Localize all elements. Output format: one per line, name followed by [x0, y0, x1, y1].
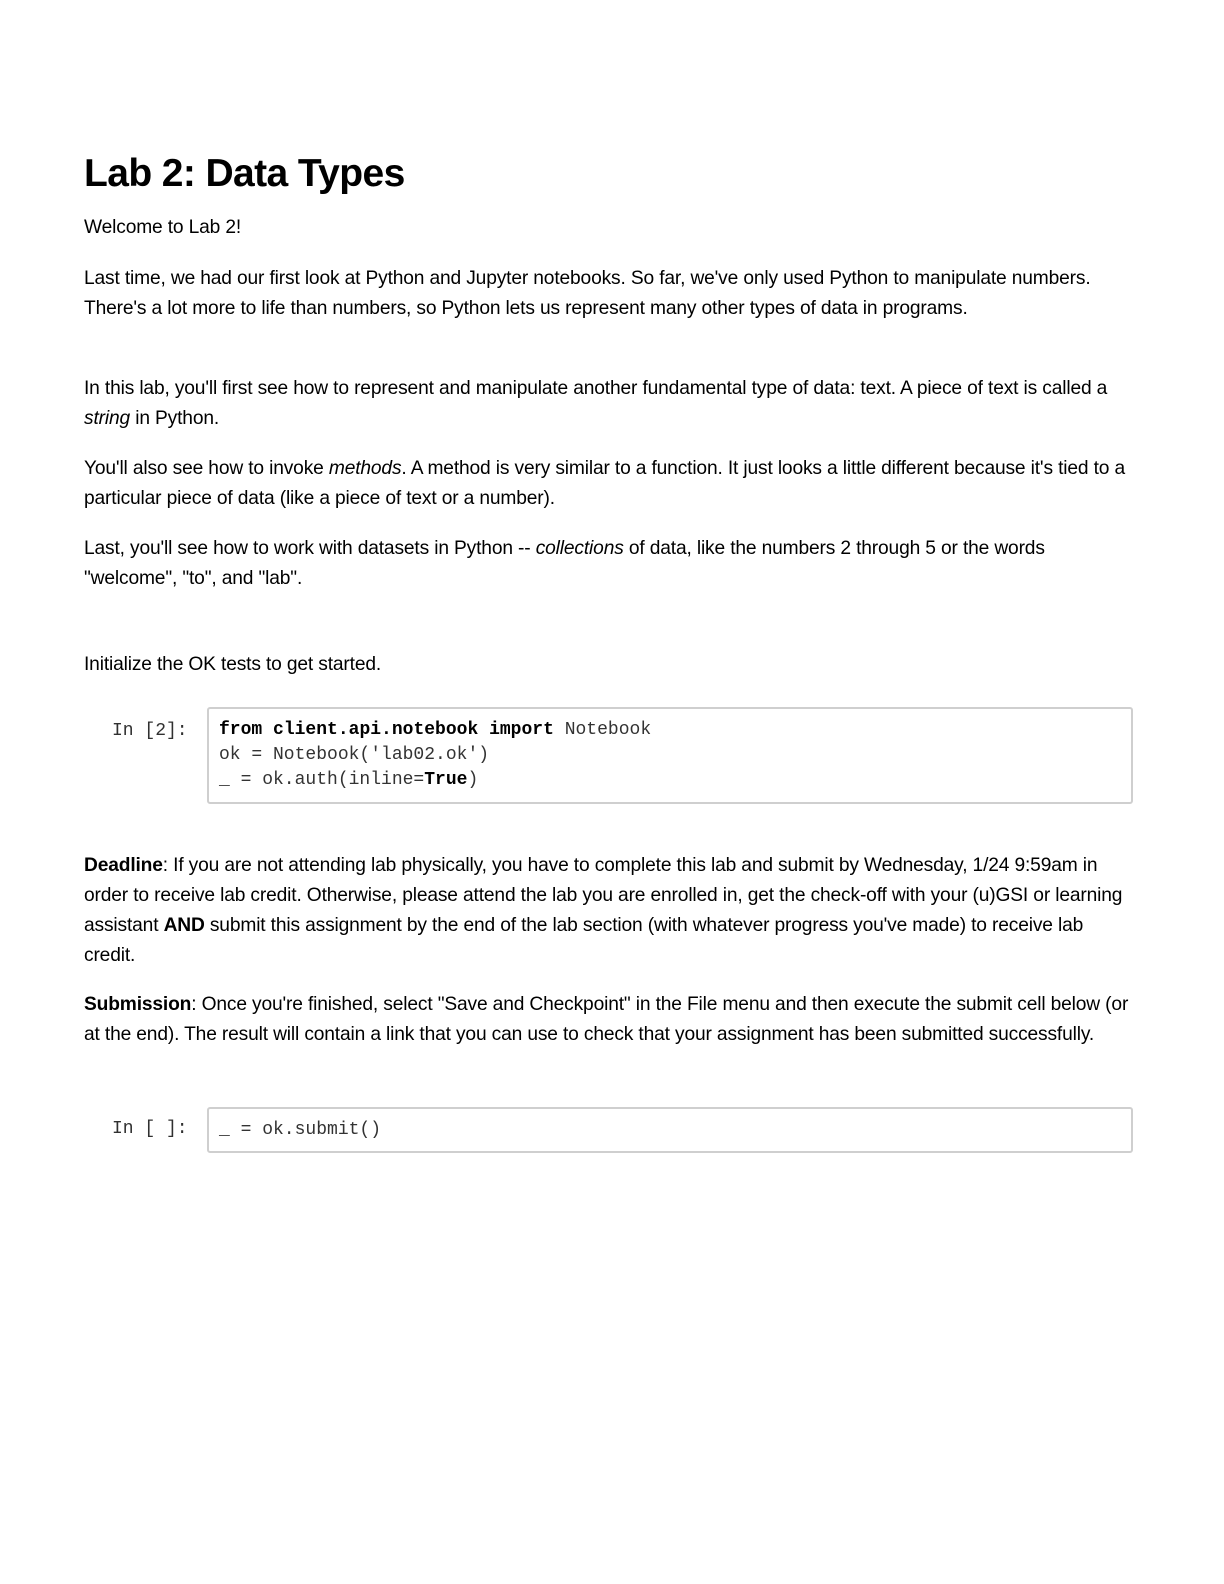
init-instruction: Initialize the OK tests to get started.: [84, 654, 382, 675]
cell-1-editor[interactable]: [207, 707, 1133, 804]
code-line-3-a: _ = ok.auth(inline=: [219, 770, 425, 790]
intro-paragraph-1: Last time, we had our first look at Python and Jupyter notebooks. So far, we've only used Python to manipulate numbers. There's a lot more to life than numbers, so Python lets us represent many other types of data in programs.: [84, 268, 1091, 319]
intro-2-text-b: in Python.: [130, 408, 220, 429]
deadline-paragraph: [84, 851, 1129, 971]
code-line-1: [219, 718, 1121, 743]
keyword-true: True: [424, 770, 468, 790]
intro-paragraph-4: [84, 534, 1129, 594]
intro-paragraph-2: [84, 374, 1129, 434]
module-name: client.api.notebook: [273, 720, 479, 740]
welcome-text: Welcome to Lab 2!: [84, 217, 242, 238]
code-line-3: [219, 768, 1121, 793]
keyword-from: from: [219, 720, 263, 740]
intro-2-emphasis: string: [84, 408, 131, 429]
intro-3-text-a: You'll also see how to invoke: [84, 458, 329, 479]
submission-text: : Once you're finished, select "Save and Checkpoint" in the File menu and then execute the submit cell below (or at the end). The result will contain a link that you can use to check that your assignment has been submitted successfully.: [84, 994, 1129, 1045]
deadline-text-a: : If you are not attending lab physically, you have to complete this lab and submit by Wednesday, 1/24 9:59am in order to receive lab credit. Otherwise, please attend the lab you are enrolled in, get the check-off with your (u)GSI or learning assistant: [84, 855, 1123, 936]
deadline-text-b: submit this assignment by the end of the lab section (with whatever progress you've made) to receive lab credit.: [84, 915, 1084, 966]
intro-4-text-b: of data, like the numbers 2 through 5 or the words "welcome", "to", and "lab".: [84, 538, 1045, 589]
import-target: Notebook: [564, 720, 652, 740]
submission-label: Submission: [84, 994, 192, 1015]
deadline-label: Deadline: [84, 855, 163, 876]
deadline-strong: AND: [163, 915, 205, 936]
intro-paragraph-3: [84, 454, 1129, 514]
cell-1-prompt: In [2]:: [112, 721, 188, 741]
submit-code-line: _ = ok.submit(): [219, 1120, 382, 1140]
cell-2-editor[interactable]: [207, 1107, 1133, 1153]
intro-4-emphasis: collections: [535, 538, 624, 559]
submission-paragraph: [84, 990, 1129, 1050]
intro-3-emphasis: methods: [328, 458, 402, 479]
intro-2-text-a: In this lab, you'll first see how to represent and manipulate another fundamental type of data: text. A piece of text is called a: [84, 378, 1108, 399]
cell-2-prompt: In [ ]:: [112, 1119, 188, 1139]
page-title: Lab 2: Data Types: [84, 152, 405, 195]
code-line-2: ok = Notebook('lab02.ok'): [219, 745, 490, 765]
code-line-3-b: ): [467, 770, 479, 790]
keyword-import: import: [489, 720, 554, 740]
intro-4-text-a: Last, you'll see how to work with datasets in Python --: [84, 538, 536, 559]
intro-3-text-b: . A method is very similar to a function. It just looks a little different because it's tied to a particular piece of data (like a piece of text or a number).: [84, 458, 1125, 509]
